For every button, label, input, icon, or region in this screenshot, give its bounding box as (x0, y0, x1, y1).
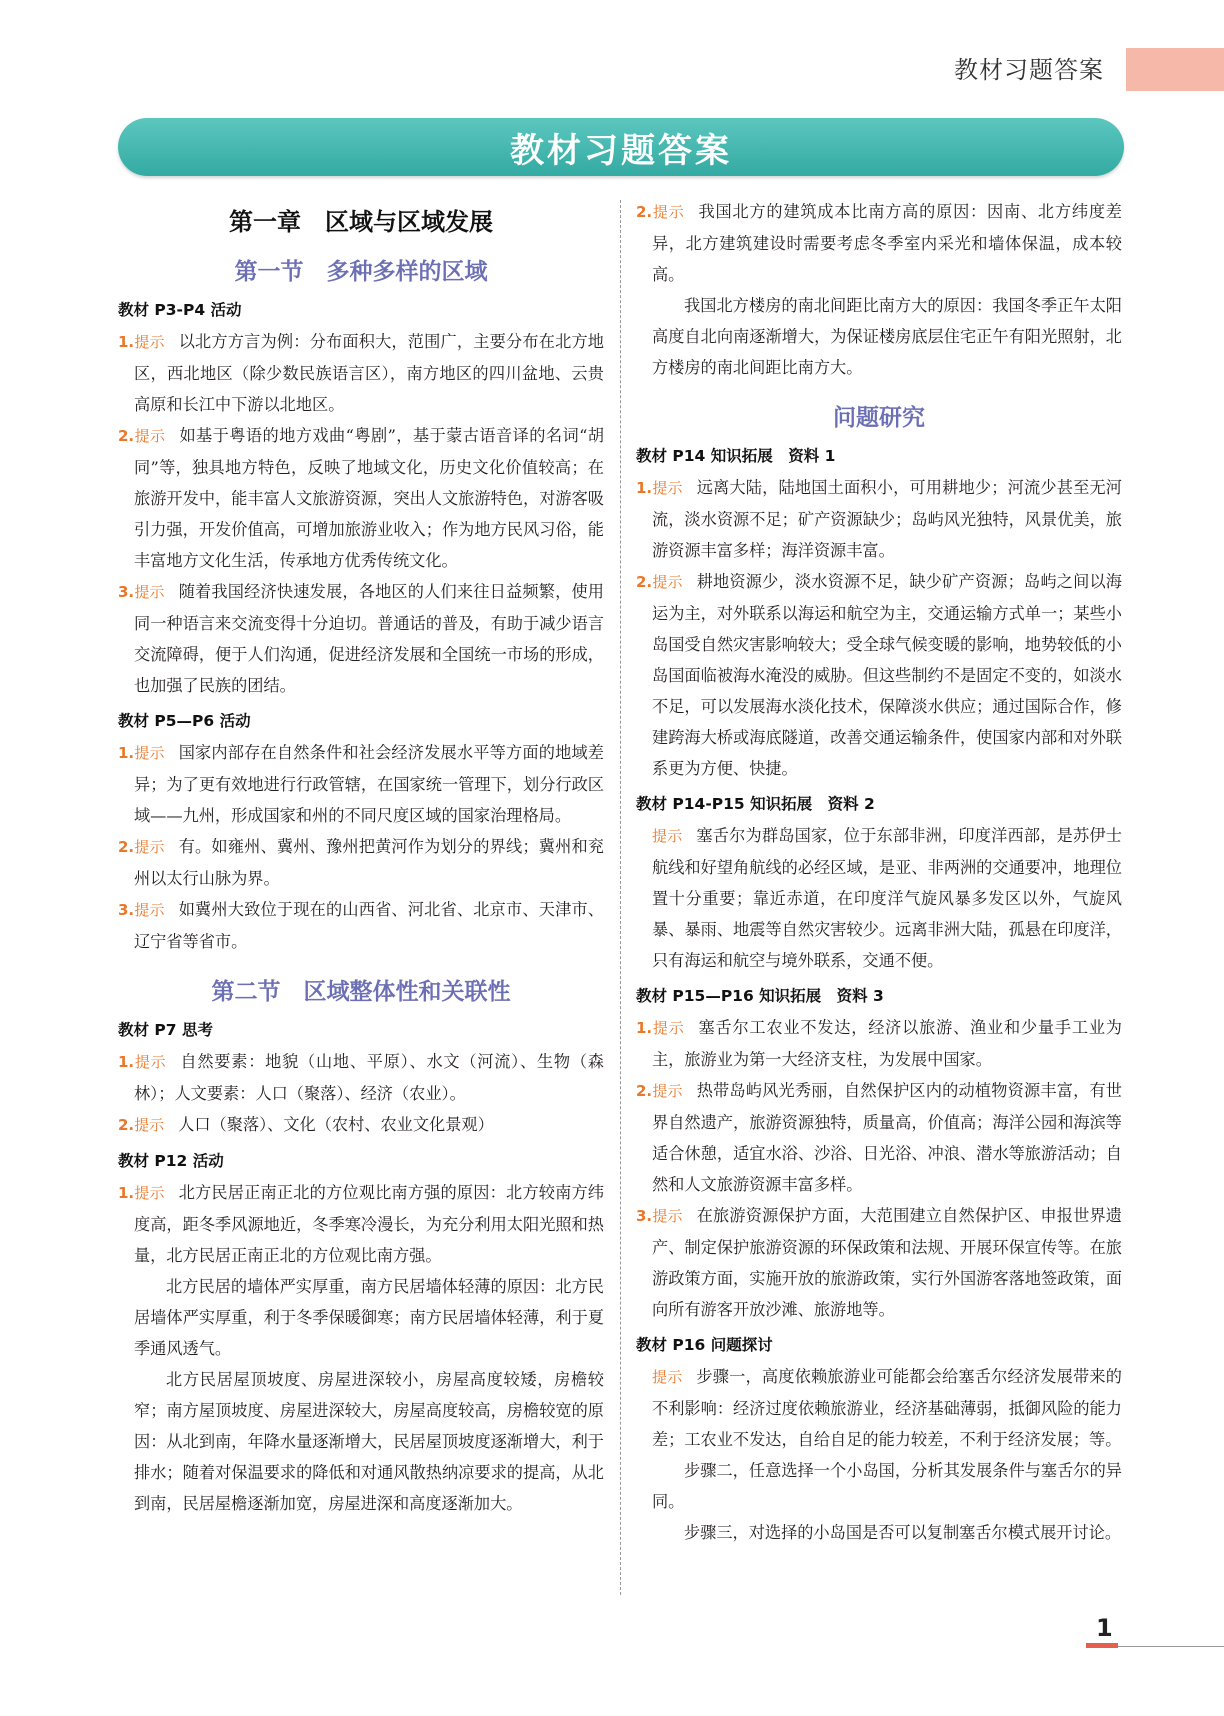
answer-item (118, 1109, 604, 1141)
answer-item (636, 1012, 1122, 1075)
item-number: 1. (636, 1019, 653, 1037)
title-banner (118, 118, 1124, 176)
answer-text: 塞舌尔工农业不发达，经济以旅游、渔业和少量手工业为主，旅游业为第一大经济支柱，为发展中国家。 (652, 1018, 1122, 1069)
answer-paragraph: 我国北方楼房的南北间距比南方大的原因：我国冬季正午太阳高度自北向南逐渐增大，为保证楼房底层住宅正午有阳光照射，北方楼房的南北间距比南方大。 (652, 296, 1122, 377)
answer-item (636, 196, 1122, 290)
answer-text: 塞舌尔为群岛国家，位于东部非洲，印度洋西部，是苏伊士航线和好望角航线的必经区域，是亚、非两洲的交通要冲，地理位置十分重要；靠近赤道，在印度洋气旋风暴多发区以外，气旋风暴、暴雨、地震等自然灾害较少。远离非洲大陆，孤悬在印度洋，只有海运和航空与境外联系，交通不便。 (652, 826, 1122, 970)
answer-text: 步骤一，高度依赖旅游业可能都会给塞舌尔经济发展带来的不利影响：经济过度依赖旅游业，经济基础薄弱，抵御风险的能力差；工农业不发达，自给自足的能力较差，不利于经济发展；等。 (652, 1367, 1122, 1449)
hint-label: 提示 (652, 573, 683, 591)
answer-text: 远离大陆，陆地国土面积小，可用耕地少；河流少甚至无河流，淡水资源不足；矿产资源缺少；岛屿风光独特，风景优美，旅游资源丰富多样；海洋资源丰富。 (652, 478, 1122, 560)
corner-tab-decoration (1126, 48, 1224, 91)
textbook-ref: 教材 P3-P4 活动 (118, 301, 242, 319)
hint-label: 提示 (134, 838, 165, 856)
banner-title: 教材习题答案 (510, 130, 732, 171)
answer-item (636, 820, 1122, 976)
item-number: 2. (636, 1082, 653, 1100)
item-number: 1. (636, 479, 653, 497)
hint-label: 提示 (652, 827, 683, 845)
page-number: 1 (1096, 1614, 1113, 1642)
answer-paragraph: 北方民居屋顶坡度、房屋进深较小，房屋高度较矮，房檐较窄；南方屋顶坡度、房屋进深较大，房屋高度较高，房檐较宽的原因：从北到南，年降水量逐渐增大，民居屋顶坡度逐渐增大，利于排水；随着对保温要求的降低和对通风散热纳凉要求的提高，从北到南，民居屋檐逐渐加宽，房屋进深和高度逐渐加大。 (134, 1370, 604, 1513)
textbook-ref: 教材 P5—P6 活动 (118, 712, 251, 730)
item-number: 1. (118, 1053, 135, 1071)
answer-item (118, 1046, 604, 1109)
answer-item (636, 1200, 1122, 1325)
answer-text: 如基于粤语的地方戏曲“粤剧”，基于蒙古语音译的名词“胡同”等，独具地方特色，反映了地域文化，历史文化价值较高；在旅游开发中，能丰富人文旅游资源，突出人文旅游特色，对游客吸引力强，开发价值高，可增加旅游业收入；作为地方民风习俗，能丰富地方文化生活，传承地方优秀传统文化。 (134, 426, 604, 570)
chapter-title: 第一章 区域与区域发展 (229, 208, 493, 236)
answer-item (118, 737, 604, 831)
hint-label: 提示 (134, 583, 165, 601)
answer-paragraph: 步骤二，任意选择一个小岛国，分析其发展条件与塞舌尔的异同。 (652, 1461, 1122, 1511)
hint-label: 提示 (652, 479, 683, 497)
textbook-ref: 教材 P12 活动 (118, 1152, 224, 1170)
item-number: 2. (118, 1116, 135, 1134)
textbook-ref: 教材 P7 思考 (118, 1021, 213, 1039)
item-number: 1. (118, 744, 135, 762)
textbook-ref: 教材 P15—P16 知识拓展 资料 3 (636, 987, 884, 1005)
answer-item (118, 831, 604, 894)
answer-text: 耕地资源少，淡水资源不足，缺少矿产资源；岛屿之间以海运为主，对外联系以海运和航空为主，交通运输方式单一；某些小岛国受自然灾害影响较大；受全球气候变暖的影响，地势较低的小岛国面临被海水淹没的威胁。但这些制约不是固定不变的，如淡水不足，可以发展海水淡化技术，保障淡水供应；通过国际合作，修建跨海大桥或海底隧道，改善交通运输条件，使国家内部和对外联系更为方便、快捷。 (652, 572, 1122, 778)
hint-label: 提示 (134, 744, 165, 762)
answer-paragraph: 步骤三，对选择的小岛国是否可以复制塞舌尔模式展开讨论。 (684, 1523, 1122, 1542)
answer-item (118, 894, 604, 957)
hint-label: 提示 (134, 1184, 165, 1202)
answer-item (118, 326, 604, 420)
item-number: 3. (118, 901, 135, 919)
hint-label: 提示 (652, 1082, 683, 1100)
answer-text: 热带岛屿风光秀丽，自然保护区内的动植物资源丰富，有世界自然遗产，旅游资源独特，质量高，价值高；海洋公园和海滨等适合休憩，适宜水浴、沙浴、日光浴、冲浪、潜水等旅游活动；自然和人文旅游资源丰富多样。 (652, 1081, 1122, 1194)
answer-item (636, 566, 1122, 784)
column-divider (620, 200, 621, 1595)
answer-item (636, 472, 1122, 566)
left-column (118, 196, 604, 1519)
hint-label: 提示 (652, 1207, 683, 1225)
answer-paragraph: 北方民居的墙体严实厚重，南方民居墙体轻薄的原因：北方民居墙体严实厚重，利于冬季保暖御寒；南方民居墙体轻薄，利于夏季通风透气。 (134, 1277, 604, 1358)
answer-item (636, 1075, 1122, 1200)
hint-label: 提示 (134, 901, 165, 919)
section-title-1: 第一节 多种多样的区域 (234, 259, 488, 285)
answer-text: 人口（聚落）、文化（农村、农业文化景观） (178, 1115, 494, 1134)
answer-item (636, 1361, 1122, 1455)
hint-label: 提示 (134, 427, 166, 445)
answer-text: 有。如雍州、冀州、豫州把黄河作为划分的界线；冀州和兖州以太行山脉为界。 (134, 837, 604, 888)
item-number: 3. (636, 1207, 653, 1225)
hint-label: 提示 (134, 333, 165, 351)
right-column (636, 196, 1122, 1548)
section-title-3: 问题研究 (833, 405, 925, 431)
running-head-title: 教材习题答案 (954, 56, 1104, 84)
hint-label: 提示 (652, 1019, 685, 1037)
item-number: 2. (636, 573, 653, 591)
hint-label: 提示 (652, 1368, 683, 1386)
hint-label: 提示 (134, 1053, 167, 1071)
item-number: 3. (118, 583, 135, 601)
answer-text: 北方民居正南正北的方位观比南方强的原因：北方较南方纬度高，距冬季风源地近，冬季寒冷漫长，为充分利用太阳光照和热量，北方民居正南正北的方位观比南方强。 (134, 1183, 604, 1265)
item-number: 2. (118, 838, 135, 856)
item-number: 2. (118, 427, 135, 445)
hint-label: 提示 (652, 203, 685, 221)
answer-item (118, 576, 604, 701)
answer-text: 自然要素：地貌（山地、平原）、水文（河流）、生物（森林）；人文要素：人口（聚落）、经济（农业）。 (134, 1052, 604, 1103)
section-title-2: 第二节 区域整体性和关联性 (211, 979, 511, 1005)
hint-label: 提示 (134, 1116, 165, 1134)
answer-item (118, 420, 604, 576)
answer-item (118, 1177, 604, 1271)
answer-text: 如冀州大致位于现在的山西省、河北省、北京市、天津市、辽宁省等省市。 (134, 900, 604, 951)
answer-text: 以北方方言为例：分布面积大，范围广，主要分布在北方地区，西北地区（除少数民族语言区），南方地区的四川盆地、云贵高原和长江中下游以北地区。 (134, 332, 604, 414)
textbook-ref: 教材 P14-P15 知识拓展 资料 2 (636, 795, 875, 813)
answer-text: 随着我国经济快速发展，各地区的人们来往日益频繁，使用同一种语言来交流变得十分迫切。普通话的普及，有助于减少语言交流障碍，便于人们沟通，促进经济发展和全国统一市场的形成，也加强了民族的团结。 (134, 582, 604, 695)
answer-text: 我国北方的建筑成本比南方高的原因：因南、北方纬度差异，北方建筑建设时需要考虑冬季室内采光和墙体保温，成本较高。 (652, 202, 1122, 284)
textbook-ref: 教材 P14 知识拓展 资料 1 (636, 447, 836, 465)
item-number: 1. (118, 1184, 135, 1202)
answer-text: 国家内部存在自然条件和社会经济发展水平等方面的地域差异；为了更有效地进行行政管辖，在国家统一管理下，划分行政区域——九州，形成国家和州的不同尺度区域的国家治理格局。 (134, 743, 604, 825)
item-number: 1. (118, 333, 135, 351)
footer-accent-bar (1086, 1643, 1118, 1648)
item-number: 2. (636, 203, 653, 221)
answer-text: 在旅游资源保护方面，大范围建立自然保护区、申报世界遗产、制定保护旅游资源的环保政策和法规、开展环保宣传等。在旅游政策方面，实施开放的旅游政策，实行外国游客落地签政策，面向所有游客开放沙滩、旅游地等。 (652, 1206, 1122, 1319)
textbook-ref: 教材 P16 问题探讨 (636, 1336, 773, 1354)
